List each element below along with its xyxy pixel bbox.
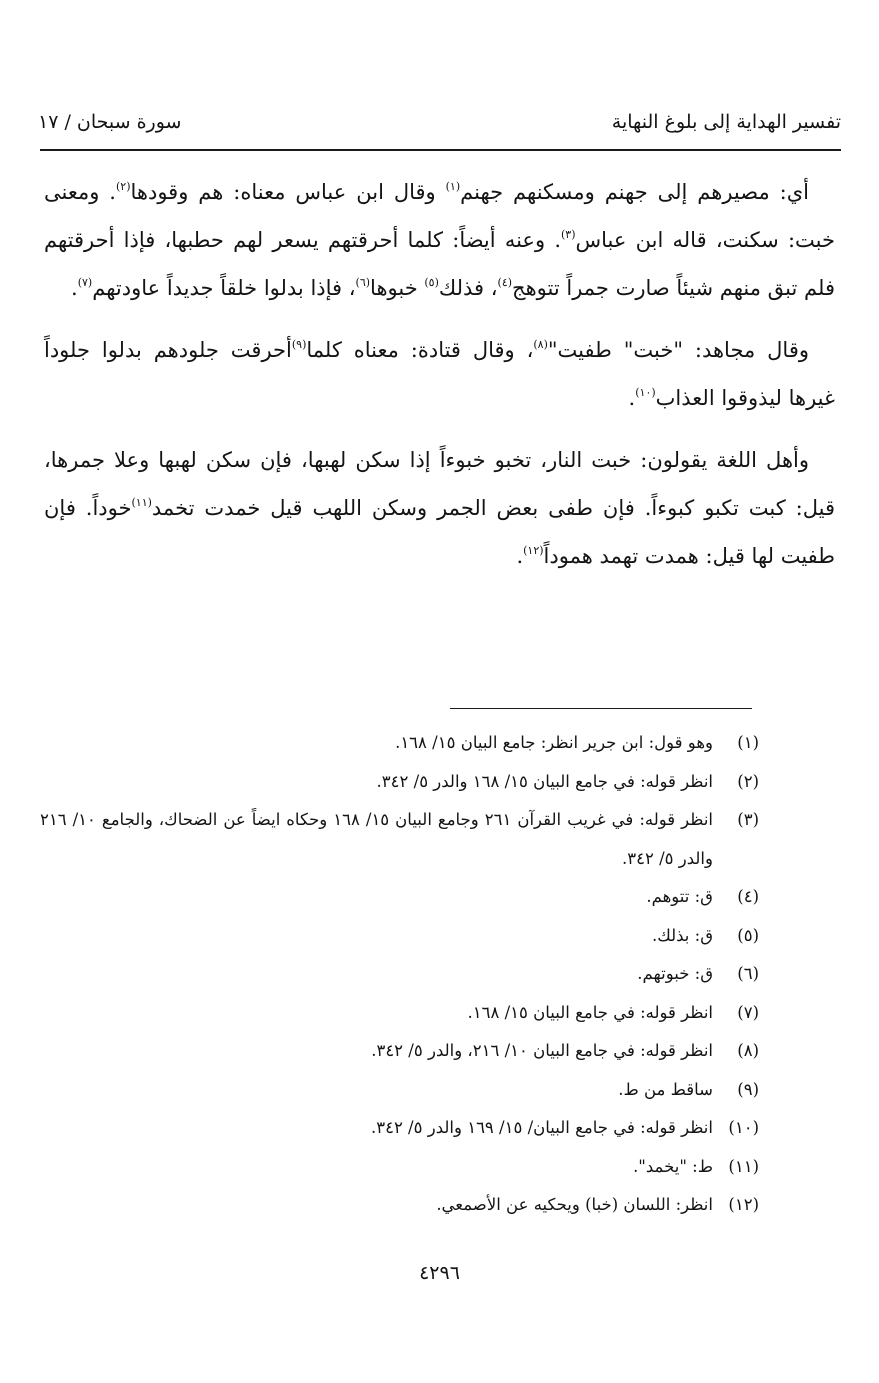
footnote-ref: (٥) xyxy=(424,276,439,289)
text-run: وأهل اللغة يقولون: خبت النار، تخبو خبوءاً إذا سكن لهبها، فإن سكن لهبها وعلا جمرها، قيل: كبت تكبو كبوءاً. فإن طفى بعض الجمر وسكن اللهب قيل خمدت تخمد xyxy=(44,448,835,520)
footnote-number: (٥) xyxy=(737,925,759,945)
footnote-item xyxy=(40,1186,759,1225)
text-run: . وعنه أيضاً: كلما أحرقتهم يسعر لهم حطبها، فإذا أحرقتهم فلم تبق منهم شيئاً صارت جمراً تتوهج xyxy=(44,228,835,300)
footnote-item xyxy=(40,955,759,994)
footnote-text: ق: تتوهم. xyxy=(646,887,713,906)
footnote-item xyxy=(40,1032,759,1071)
footnote-text: ط: "يخمد". xyxy=(633,1156,713,1176)
footnote-ref: (١٠) xyxy=(635,386,656,399)
footnote-ref: (٩) xyxy=(291,338,307,351)
footnote-item xyxy=(40,801,759,878)
footnote-ref: (٢) xyxy=(115,180,131,193)
footnote-number: (١٠) xyxy=(728,1118,759,1137)
running-header xyxy=(38,102,841,142)
text-run: خوداً. فإن طفيت لها قيل: همدت تهمد هموداً xyxy=(44,496,835,568)
main-text xyxy=(44,168,835,594)
header-rule xyxy=(40,149,841,151)
footnote-item xyxy=(40,994,759,1033)
surah-label: سورة سبحان / ١٧ xyxy=(38,111,182,133)
footnote-ref: (٣) xyxy=(561,228,576,241)
footnote-separator xyxy=(450,708,752,709)
text-run: . xyxy=(516,544,524,568)
paragraph-2 xyxy=(44,326,835,422)
text-run: خبوها xyxy=(370,276,425,300)
footnote-ref: (١) xyxy=(445,180,461,193)
text-run: أحرقت جلودهم بدلوا جلوداً غيرها ليذوقوا العذاب xyxy=(44,338,835,410)
footnote-ref: (١١) xyxy=(131,496,152,509)
footnote-item xyxy=(40,878,759,917)
text-run: ، فذلك xyxy=(438,276,498,300)
text-run: . xyxy=(628,386,636,410)
footnote-number: (١١) xyxy=(728,1156,759,1176)
footnote-ref: (٤) xyxy=(497,276,513,289)
footnote-item xyxy=(40,763,759,802)
footnote-item xyxy=(40,1148,759,1187)
footnote-item xyxy=(40,724,759,763)
footnote-text: انظر: اللسان (خبا) ويحكيه عن الأصمعي. xyxy=(436,1195,713,1214)
footnote-text: وهو قول: ابن جرير انظر: جامع البيان ١٥/ ١٦٨. xyxy=(395,733,713,752)
text-run: ، وقال قتادة: معناه كلما xyxy=(306,338,534,362)
paragraph-1 xyxy=(44,168,835,312)
footnote-text: انظر قوله: في جامع البيان ١٥/ ١٦٨ والدر ٥/ ٣٤٢. xyxy=(376,771,713,791)
footnote-text: انظر قوله: في غريب القرآن ٢٦١ وجامع البيان ١٥/ ١٦٨ وحكاه ايضاً عن الضحاك، والجامع ١٠/ ٢١٦ والدر ٥/ ٣٤٢. xyxy=(40,810,713,868)
page-number: ٤٢٩٦ xyxy=(419,1262,460,1284)
footnote-text: ق: بذلك. xyxy=(651,925,713,945)
footnote-number: (٩) xyxy=(737,1079,759,1099)
text-run: وقال مجاهد: "خبت" طفيت" xyxy=(547,338,809,362)
footnote-ref: (٧) xyxy=(77,276,93,289)
book-title: تفسير الهداية إلى بلوغ النهاية xyxy=(611,111,841,133)
footnote-number: (٣) xyxy=(737,810,759,829)
footnote-ref: (٦) xyxy=(355,276,371,289)
footnote-text: انظر قوله: في جامع البيان/ ١٥/ ١٦٩ والدر ٥/ ٣٤٢. xyxy=(370,1118,713,1137)
footnote-text: انظر قوله: في جامع البيان ١٥/ ١٦٨. xyxy=(467,1002,713,1022)
footnote-ref: (٨) xyxy=(533,338,548,351)
footnote-number: (١٢) xyxy=(728,1195,759,1214)
footnote-item xyxy=(40,917,759,956)
text-run: أي: مصيرهم إلى جهنم ومسكنهم جهنم xyxy=(460,180,809,204)
footnote-ref: (١٢) xyxy=(523,544,544,557)
text-run: وقال ابن عباس معناه: هم وقودها xyxy=(130,180,446,204)
text-run: . xyxy=(71,276,78,300)
footnote-text: ق: خبوتهم. xyxy=(637,964,713,983)
paragraph-3 xyxy=(44,436,835,580)
footnote-number: (٤) xyxy=(737,887,759,906)
footnote-text: انظر قوله: في جامع البيان ١٠/ ٢١٦، والدر ٥/ ٣٤٢. xyxy=(371,1041,713,1060)
footnote-number: (٧) xyxy=(737,1002,759,1022)
text-run: . ومعنى خبت: سكنت، قاله ابن عباس xyxy=(44,180,835,252)
text-run: ، فإذا بدلوا خلقاً جديداً عاودتهم xyxy=(92,276,356,300)
footnote-number: (٨) xyxy=(737,1041,759,1060)
footnote-number: (٢) xyxy=(737,771,759,791)
footnote-number: (٦) xyxy=(737,964,759,983)
footnote-text: ساقط من ط. xyxy=(618,1079,713,1099)
footnote-number: (١) xyxy=(737,733,759,752)
footnote-item xyxy=(40,1071,759,1110)
footnote-item xyxy=(40,1109,759,1148)
footnotes xyxy=(40,724,759,1225)
